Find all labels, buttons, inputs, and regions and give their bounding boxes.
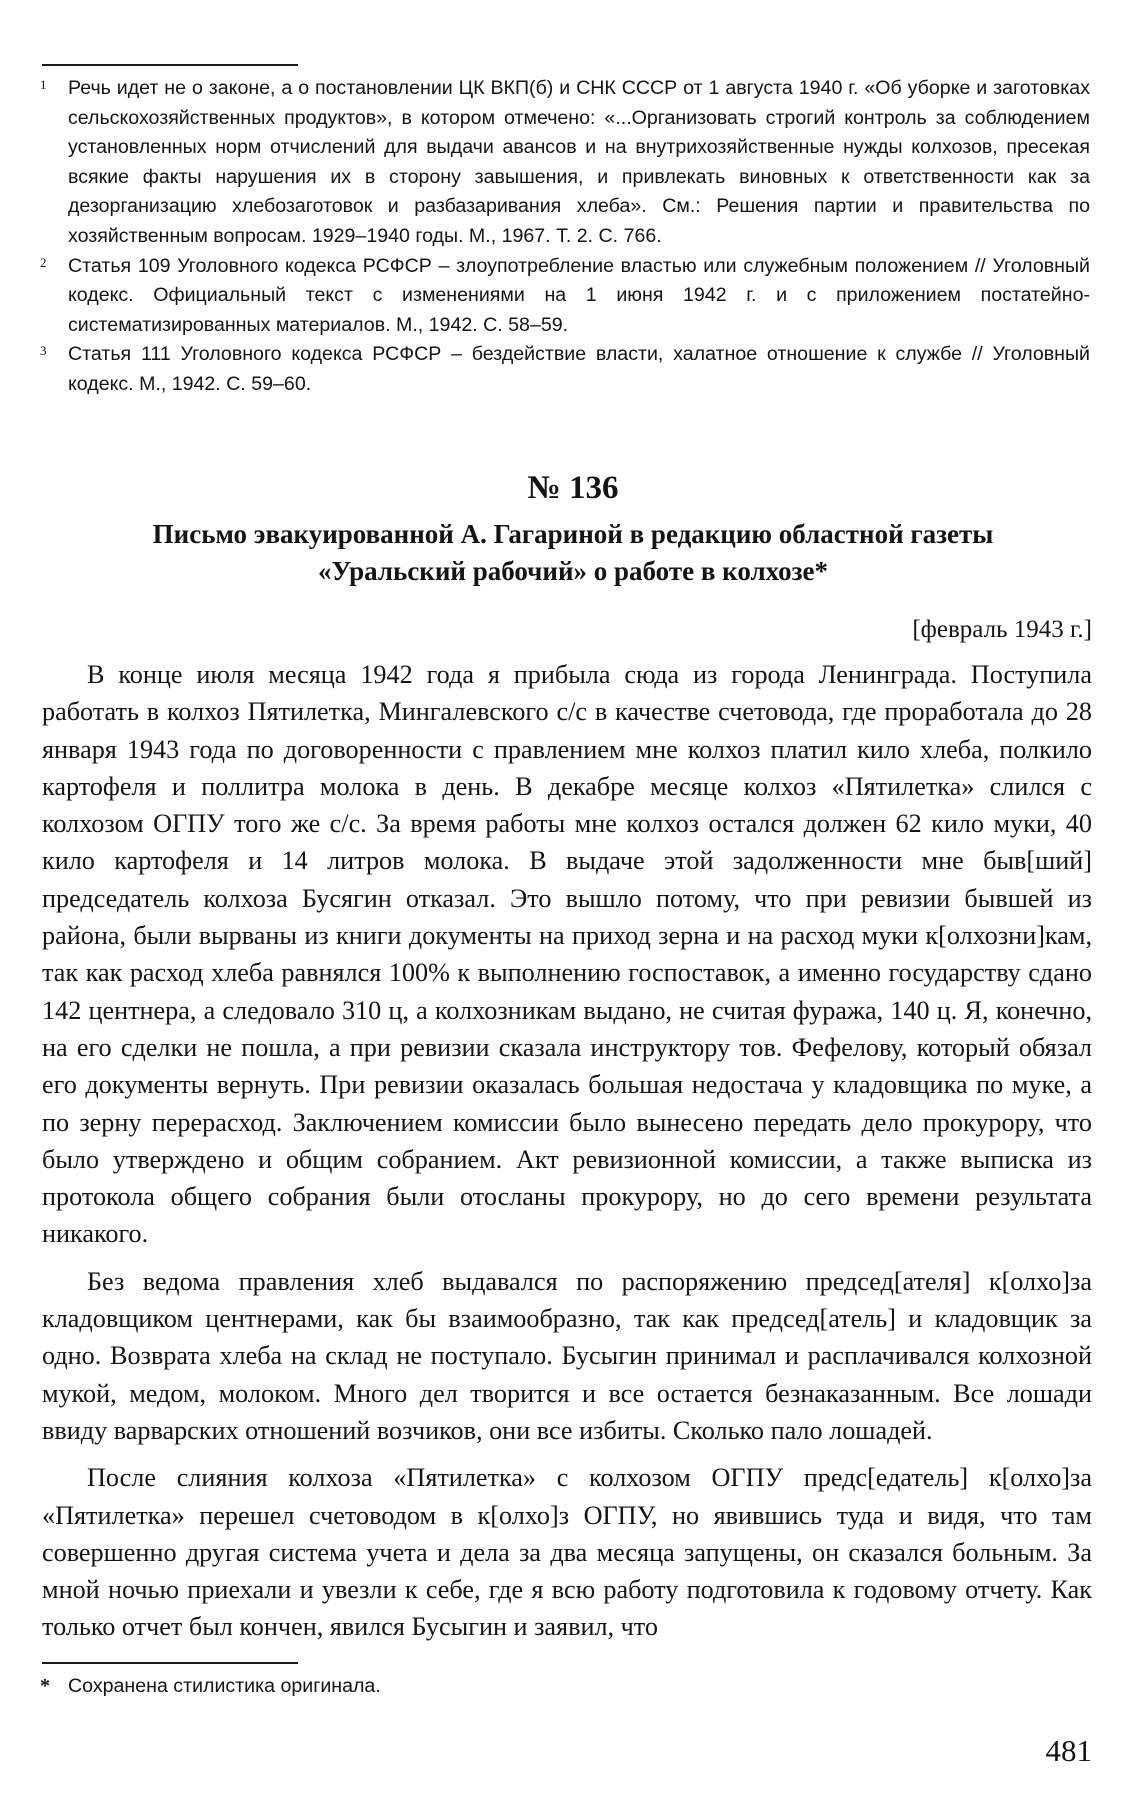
document-date: [февраль 1943 г.]: [912, 616, 1092, 643]
footnote-text: Речь идет не о законе, а о постановлении ЦК ВКП(б) и СНК СССР от 1 августа 1940 г. «Об уборке и заготовках сельскохозяйственных продуктов», в котором отмечено: «...Организовать строгий контроль за соблюдением установленных норм отчислений для выдачи авансов и на внутрихозяйственные нужды колхозов, пресекая всякие факты нарушения их в сторону завышения, и привлекать виновных к ответственности как за дезорганизацию хлебозаготовок и разбазаривания хлеба». См.: Решения партии и правительства по хозяйственным вопросам. 1929–1940 годы. М., 1967. Т. 2. С. 766.: [68, 77, 1090, 247]
footnote-text: Статья 111 Уголовного кодекса РСФСР – бездействие власти, халатное отношение к службе // Уголовный кодекс. М., 1942. С. 59–60.: [68, 343, 1090, 395]
footnote-star: [40, 1672, 1090, 1702]
footnote-marker: 2: [40, 254, 47, 270]
footnote-marker: 1: [40, 77, 47, 92]
page-number: 481: [1045, 1733, 1092, 1768]
footnote-separator-top: [42, 64, 298, 66]
footnote-marker: *: [40, 1675, 50, 1697]
footnote-marker: 3: [40, 343, 47, 359]
document-title-line: «Уральский рабочий» о работе в колхозе*: [318, 556, 828, 586]
footnote-text: Статья 109 Уголовного кодекса РСФСР – злоупотребление властью или служебным положением // Уголовный кодекс. Официальный текст с изменениями на 1 июня 1942 г. и с приложением постатейно-систематизированных материалов. М., 1942. С. 58–59.: [68, 254, 1090, 336]
footnotes-bottom: [40, 1672, 1090, 1702]
footnote-text: Сохранена стилистика оригинала.: [68, 1675, 381, 1697]
footnote-separator-bottom: [42, 1662, 298, 1664]
footnotes-top: [40, 74, 1090, 400]
body-paragraph: В конце июля месяца 1942 года я прибыла сюда из города Ленинграда. Поступила работать в колхоз Пятилетка, Мингалевского с/с в качестве счетовода, где проработала до 28 января 1943 года по договоренности с правлением мне колхоз платил кило хлеба, полкило картофеля и поллитра молока в день. В декабре месяце колхоз «Пятилетка» слился с колхозом ОГПУ того же с/с. За время работы мне колхоз остался должен 62 кило муки, 40 кило картофеля и 14 литров молока. В выдаче этой задолженности мне быв[ший] председатель колхоза Бусягин отказал. Это вышло потому, что при ревизии бывшей из района, были вырваны из книги документы на приход зерна и на расход муки к[олхозни]кам, так как расход хлеба равнялся 100% к выполнению госпоставок, а именно государству сдано 142 центнера, а следовало 310 ц, а колхозникам выдано, не считая фуража, 140 ц. Я, конечно, на его сделки не пошла, а при ревизии сказала инструктору тов. Фефелову, который обязал его документы вернуть. При ревизии оказалась большая недостача у кладовщика по муке, а по зерну перерасход. Заключением комиссии было вынесено передать дело прокурору, что было утверждено и общим собранием. Акт ревизионной комиссии, а также выписка из протокола общего собрания были отосланы прокурору, но до сего времени результата никакого.: [42, 660, 1092, 1249]
document-number: № 136: [527, 470, 619, 506]
document-title-line: Письмо эвакуированной А. Гагариной в редакцию областной газеты: [152, 519, 994, 549]
document-title: [60, 516, 1086, 590]
body-paragraph: Без ведома правления хлеб выдавался по распоряжению председ[ателя] к[олхо]за кладовщиком центнерами, как бы взаимообразно, так как председ[атель] и кладовщик за одно. Возврата хлеба на склад не поступало. Бусыгин принимал и расплачивался колхозной мукой, медом, молоком. Много дел творится и все остается безнаказанным. Все лошади ввиду варварских отношений возчиков, они все избиты. Сколько пало лошадей.: [42, 1266, 1092, 1445]
footnote-3: [40, 340, 1090, 399]
body-paragraph: После слияния колхоза «Пятилетка» с колхозом ОГПУ предс[едатель] к[олхо]за «Пятилетка» перешел счетоводом в к[олхо]з ОГПУ, но явившись туда и видя, что там совершенно другая система учета и дела за два месяца запущены, он сказался больным. За мной ночью приехали и увезли к себе, где я всю работу подготовила к годовому отчету. Как только отчет был кончен, явился Бусыгин и заявил, что: [42, 1463, 1092, 1642]
footnote-1: [40, 74, 1090, 252]
footnote-2: [40, 252, 1090, 341]
document-body: [42, 656, 1092, 1656]
